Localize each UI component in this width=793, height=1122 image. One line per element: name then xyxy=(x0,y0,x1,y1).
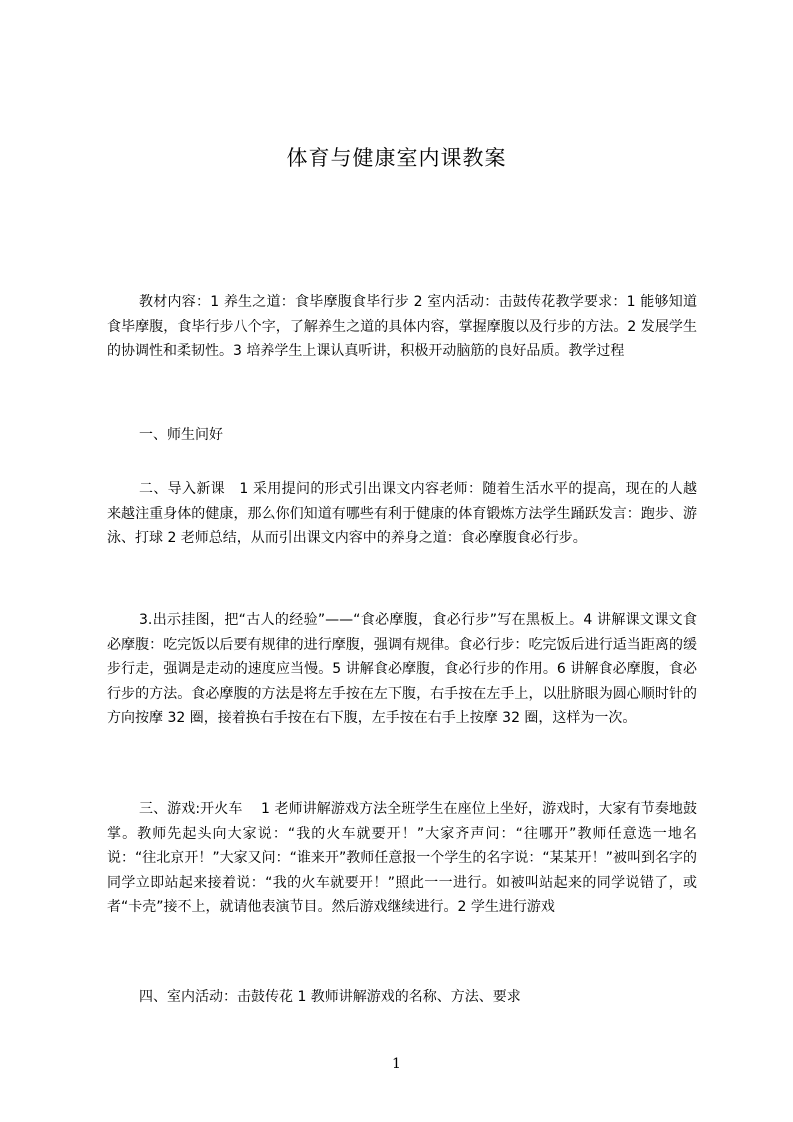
paragraph-greeting xyxy=(107,423,697,449)
paragraph-text: 教材内容：1 养生之道：食毕摩腹食毕行步 2 室内活动：击鼓传花教学要求：1 能够知道食毕摩腹，食毕行步八个字，了解养生之道的具体内容，掌握摩腹以及行步的方法。2 发展学生的协调性和柔韧性。3 培养学生上课认真听讲，积极开动脑筋的良好品质。教学过程 xyxy=(107,294,697,359)
paragraph-text: 四、室内活动：击鼓传花 1 教师讲解游戏的名称、方法、要求 xyxy=(139,989,521,1005)
page-number: 1 xyxy=(392,1056,401,1072)
paragraph-game-train xyxy=(107,797,697,952)
paragraph-text: 二、导入新课 1 采用提问的形式引出课文内容老师：随着生活水平的提高，现在的人越来越注重身体的健康，那么你们知道有哪些有利于健康的体育锻炼方法学生踊跃发言：跑步、游泳、打球 2 老师总结，从而引出课文内容中的养身之道：食必摩腹食必行步。 xyxy=(107,481,697,546)
paragraph-teaching-content xyxy=(107,290,697,394)
paragraph-new-lesson xyxy=(107,477,697,581)
paragraph-text: 一、师生问好 xyxy=(139,427,223,443)
paragraph-text: 3.出示挂图，把“古人的经验”——“食必摩腹，食必行步”写在黑板上。4 讲解课文课文食必摩腹：吃完饭以后要有规律的进行摩腹，强调有规律。食必行步：吃完饭后进行适当距离的缓步行走，强调是走动的速度应当慢。5 讲解食必摩腹，食必行步的作用。6 讲解食必摩腹，食必行步的方法。食必摩腹的方法是将左手按在左下腹，右手按在左手上，以肚脐眼为圆心顺时针的方向按摩 32 圈，接着换右手按在右下腹，左手按在右手上按摩 32 圈，这样为一次。 xyxy=(107,612,697,726)
paragraph-text: 三、游戏:开火车 1 老师讲解游戏方法全班学生在座位上坐好，游戏时，大家有节奏地鼓掌。教师先起头向大家说：“我的火车就要开！”大家齐声问：“往哪开”教师任意选一地名说：“往北京开！”大家又问：“谁来开”教师任意报一个学生的名字说：“某某开！”被叫到名字的同学立即站起来接着说：“我的火车就要开！”照此一一进行。如被叫站起来的同学说错了，或者“卡壳”接不上，就请他表演节目。然后游戏继续进行。2 学生进行游戏 xyxy=(107,801,697,915)
paragraph-wall-chart xyxy=(107,608,697,763)
document-title: 体育与健康室内课教案 xyxy=(286,146,507,170)
paragraph-indoor-activity xyxy=(107,985,697,1011)
